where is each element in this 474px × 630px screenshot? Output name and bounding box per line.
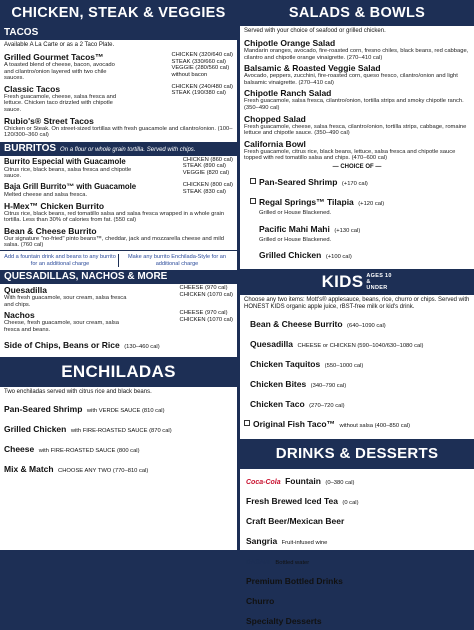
section-title-drinks-desserts: DRINKS & DESSERTS xyxy=(240,439,474,469)
menu-item-enchilada-shrimp[interactable]: Pan-Seared Shrimp with VERDE SAUCE (810 cal) xyxy=(4,404,165,415)
burritos-header: BURRITOS On a flour or whole grain tortilla. Served with chips. xyxy=(0,142,237,156)
checkbox-icon xyxy=(250,178,256,184)
dessert-churro[interactable]: Churro xyxy=(246,596,275,607)
item-desc: With fresh guacamole, sour cream, salsa fresca and chips. xyxy=(4,295,127,308)
menu-item-bean-cheese-burrito[interactable] xyxy=(0,225,237,250)
item-name: Burrito Especial with Guacamole xyxy=(4,156,126,166)
item-name: Nachos xyxy=(4,310,35,321)
choice-tilapia[interactable]: Regal Springs™ Tilapia (+120 cal) Grilled or House Blackened. xyxy=(240,191,474,218)
right-column xyxy=(240,0,474,627)
choice-of-label: — CHOICE OF — xyxy=(332,163,382,170)
drink-fountain[interactable]: Coca-Cola Fountain (0–380 cal) xyxy=(246,476,355,487)
menu-item-chopped-salad[interactable]: Chopped Salad Fresh guacamole, cheese, salsa fresca, cilantro/onion, tortilla strips, cabbage, romaine lettuce and chipotle sauce. (350–490 cal) xyxy=(244,113,467,137)
item-desc: Citrus rice, black beans, salsa fresca and chipotle sauce. xyxy=(4,166,132,180)
kids-item-chicken-bites[interactable]: Chicken Bites (340–790 cal) xyxy=(250,379,347,390)
item-name: Rubio's® Street Tacos xyxy=(4,115,94,126)
choice-grilled-chicken[interactable]: Grilled Chicken (+100 cal) xyxy=(259,250,352,261)
drink-iced-tea[interactable]: Fresh Brewed Iced Tea (0 cal) xyxy=(246,496,359,507)
menu-item-side-chips-beans-rice[interactable] xyxy=(0,334,237,354)
kids-item-chicken-taco[interactable]: Chicken Taco (270–720 cal) xyxy=(250,399,345,410)
menu-item-h-mex-chicken-burrito[interactable] xyxy=(0,200,237,225)
menu-item-street-tacos[interactable] xyxy=(0,115,237,140)
menu-item-nachos[interactable] xyxy=(0,309,237,334)
drink-premium-bottled[interactable]: Premium Bottled Drinks xyxy=(246,576,343,587)
item-desc: Chicken or Steak. On street-sized tortillas with fresh guacamole and cilantro/onion. (100–120/300–360 cal) xyxy=(4,125,233,139)
item-name: H-Mex™ Chicken Burrito xyxy=(4,200,105,211)
section-title-chicken-steak-veggies: CHICKEN, STEAK & VEGGIES xyxy=(0,0,237,26)
menu-item-quesadilla[interactable] xyxy=(0,284,237,309)
menu-item-enchilada-chicken[interactable]: Grilled Chicken with FIRE-ROASTED SAUCE (870 cal) xyxy=(4,424,172,435)
item-desc: Melted cheese and salsa fresca. xyxy=(4,191,88,198)
dasani-logo: DASANI xyxy=(246,559,271,567)
section-title-enchiladas: ENCHILADAS xyxy=(0,357,237,387)
kids-item-chicken-taquitos[interactable]: Chicken Taquitos (550–1000 cal) xyxy=(250,359,364,370)
kids-item-quesadilla[interactable]: Quesadilla CHEESE or CHICKEN (590–1040/630–1080 cal) xyxy=(250,339,424,350)
menu-item-balsamic-salad[interactable]: Balsamic & Roasted Veggie Salad Avocado, peppers, zucchini, fire-roasted corn, queso fresco, cilantro/onion and light balsamic vinaigrette. (270–410 cal) xyxy=(244,63,458,86)
menu-item-chipotle-orange-salad[interactable]: Chipotle Orange Salad Mandarin oranges, avocado, fire-roasted corn, fresno chiles, black beans, red cabbage, cilantro and chipotle orange vinaigrette. (270–410 cal) xyxy=(244,38,469,61)
item-prices: CHICKEN (240/480 cal) STEAK (190/380 cal) xyxy=(171,83,233,97)
drink-craft-beer[interactable]: Craft Beer/Mexican Beer xyxy=(246,516,345,527)
promo-add-drink-beans: Add a fountain drink and beans to any burrito for an additional charge xyxy=(4,253,116,267)
menu-item-enchilada-cheese[interactable]: Cheese with FIRE-ROASTED SAUCE (800 cal) xyxy=(4,444,140,455)
item-prices: CHEESE (970 cal) CHICKEN (1070 cal) xyxy=(179,310,233,323)
tacos-note: Available A La Carte or as a 2 Taco Plate. xyxy=(4,42,115,48)
dessert-specialty[interactable]: Specialty Desserts xyxy=(246,616,322,627)
item-desc: Our signature "no-fried" pinto beans™, cheddar, jack and mozzarella cheese and mild salsa. (760 cal) xyxy=(4,235,225,249)
menu-item-chipotle-ranch-salad[interactable]: Chipotle Ranch Salad Fresh guacamole, salsa fresca, cilantro/onion, tortilla strips and smoky chipotle ranch. (350–490 cal) xyxy=(244,88,464,111)
item-name: Classic Tacos xyxy=(4,83,61,94)
burrito-promos xyxy=(0,250,237,270)
salads-note: Served with your choice of seafood or grilled chicken. xyxy=(244,28,386,34)
item-prices: CHICKEN (320/640 cal) STEAK (330/660 cal) VEGGIE (280/560 cal) without bacon xyxy=(171,52,233,78)
item-name: Quesadilla xyxy=(4,285,47,296)
item-desc: Citrus rice, black beans, red tomatillo salsa and salsa fresca wrapped in a whole grain tortilla. Less than 30% of calories from fat. (550 cal) xyxy=(4,210,225,224)
section-title-salads-bowls: SALADS & BOWLS xyxy=(240,0,474,26)
item-prices: CHICKEN (800 cal) STEAK (830 cal) xyxy=(182,181,233,195)
checkbox-icon xyxy=(244,420,250,426)
item-name: Grilled Gourmet Tacos™ xyxy=(4,52,104,62)
item-name: Bean & Cheese Burrito xyxy=(4,225,97,236)
kids-note: Choose any two items: Mott's® applesauce, beans, rice, churro or chips. Served with HONEST KIDS organic apple juice, rBST-free milk or kid's drink. xyxy=(244,297,470,311)
kids-item-bean-cheese-burrito[interactable]: Bean & Cheese Burrito (640–1090 cal) xyxy=(250,319,386,330)
drink-sangria[interactable]: Sangria Fruit-infused wine xyxy=(246,536,328,547)
item-desc: A toasted blend of cheese, bacon, avocado and cilantro/onion layered with two chile sauces. xyxy=(4,62,115,82)
item-name: Side of Chips, Beans or Rice xyxy=(4,340,120,351)
promo-enchilada-style: Make any burrito Enchilada-Style for an additional charge xyxy=(118,254,235,267)
menu-item-burrito-especial[interactable] xyxy=(0,156,237,181)
item-desc: Fresh guacamole, cheese, salsa fresca and lettuce. Chicken taco drizzled with chipotle sauce. xyxy=(4,93,117,113)
menu-item-grilled-gourmet-tacos[interactable] xyxy=(0,51,237,83)
quesadillas-header: QUESADILLAS, NACHOS & MORE xyxy=(0,270,237,284)
coca-cola-logo: Coca-Cola xyxy=(246,479,281,487)
drink-bottled-water[interactable]: DASANI Bottled water xyxy=(246,559,310,567)
item-name: Baja Grill Burrito™ with Guacamole xyxy=(4,181,137,191)
checkbox-icon xyxy=(250,198,256,204)
enchiladas-note: Two enchiladas served with citrus rice and black beans. xyxy=(4,389,152,396)
choice-mahi-mahi[interactable]: Pacific Mahi Mahi (+130 cal) Grilled or House Blackened. xyxy=(259,223,361,243)
item-prices: CHICKEN (860 cal) STEAK (890 cal) VEGGIE (820 cal) xyxy=(182,156,233,176)
tacos-header: TACOS xyxy=(0,26,237,40)
menu-item-enchilada-mix-match[interactable]: Mix & Match CHOOSE ANY TWO (770–810 cal) xyxy=(4,464,149,475)
section-title-kids: KIDS AGES 10 & UNDER xyxy=(240,269,474,295)
item-cal: (130–460 cal) xyxy=(124,344,160,351)
menu-item-classic-tacos[interactable] xyxy=(0,83,237,115)
item-prices: CHEESE (970 cal) CHICKEN (1070 cal) xyxy=(179,285,233,298)
menu-item-baja-grill-burrito[interactable] xyxy=(0,181,237,200)
item-desc: Cheese, fresh guacamole, sour cream, salsa fresca and beans. xyxy=(4,320,120,333)
menu-item-california-bowl[interactable]: California Bowl Fresh guacamole, citrus rice, black beans, lettuce, salsa fresca and chipotle sauce topped with red tomatillo salsa and chips. (470–600 cal) xyxy=(244,138,456,162)
left-column xyxy=(0,0,237,550)
choice-shrimp[interactable]: Pan-Seared Shrimp (+170 cal) xyxy=(240,171,474,191)
kids-item-original-fish-taco[interactable]: Original Fish Taco™ without salsa (400–850 cal) xyxy=(240,413,474,433)
